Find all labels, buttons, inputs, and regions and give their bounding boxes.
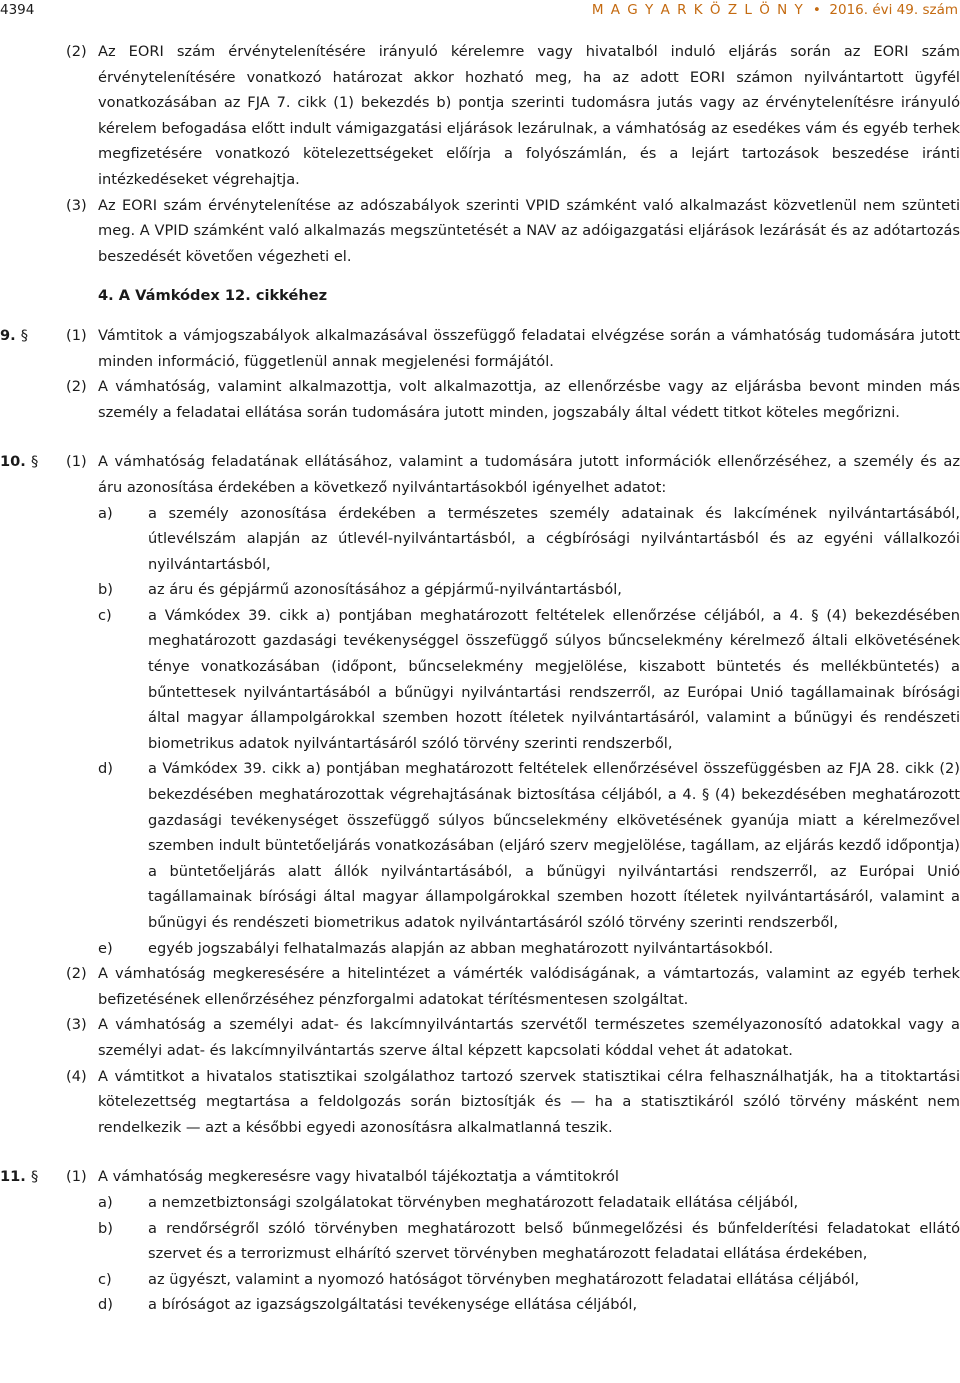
list-letter: d) (98, 1296, 113, 1314)
paragraph (0, 1064, 960, 1141)
paragraph-text: A vámhatóság megkeresésre vagy hivatalból tájékoztatja a vámtitokról (98, 1168, 619, 1186)
section-number: 11. § (0, 1168, 39, 1186)
paragraph-text: A vámhatóság, valamint alkalmazottja, volt alkalmazottja, az ellenőrzésbe vagy az eljárásba bevont minden más személy a feladatai ellátása során tudomására jutott minden, jogszabály által védett titkot köteles megőrizni. (98, 378, 960, 421)
page-header (0, 0, 960, 22)
paragraph (0, 1012, 960, 1063)
paragraph-number: (4) (66, 1067, 87, 1085)
list-item (0, 603, 960, 757)
paragraph-text: A vámhatóság a személyi adat- és lakcímnyilvántartás szervétől természetes személyazonosító adatokkal vagy a személyi adat- és lakcímnyilvántartás szerve által képzett kapcsolati kóddal vehet át adatokat. (98, 1016, 960, 1059)
paragraph (0, 193, 960, 270)
section-number: 9. § (0, 326, 29, 344)
list-letter: b) (98, 581, 113, 599)
journal-title: M A G Y A R K Ö Z L Ö N Y (591, 2, 805, 18)
paragraph-number: (2) (66, 965, 87, 983)
paragraph-number: (2) (66, 378, 87, 396)
paragraph-number: (3) (66, 1016, 87, 1034)
list-letter: a) (98, 1193, 113, 1211)
list-text: az ügyészt, valamint a nyomozó hatóságot törvényben meghatározott feladatai ellátása céljából, (148, 1270, 860, 1288)
list-item (0, 577, 960, 603)
paragraph-text: A vámtitkot a hivatalos statisztikai szolgálathoz tartozó szervek statisztikai célra felhasználhatják, ha a titoktartási kötelezettség megtartása a feldolgozás során biztosítják és — ha a statisztikáról szóló törvény másként nem rendelkezik — azt a későbbi egyedi azonosításra alkalmatlanná teszik. (98, 1067, 960, 1136)
journal-info (592, 0, 958, 20)
paragraph-number: (1) (66, 453, 87, 471)
list-letter: b) (98, 1219, 113, 1237)
list-item (0, 1216, 960, 1267)
issue-label: 2016. évi 49. szám (829, 2, 958, 18)
list-item (0, 756, 960, 935)
document-body (0, 39, 960, 1318)
separator-dot: • (812, 2, 821, 18)
paragraph-number: (1) (66, 326, 87, 344)
list-text: egyéb jogszabályi felhatalmazás alapján az abban meghatározott nyilvántartásokból. (148, 939, 774, 957)
paragraph-number: (3) (66, 196, 87, 214)
section-heading: 4. A Vámkódex 12. cikkéhez (98, 287, 328, 305)
list-letter: d) (98, 760, 113, 778)
list-item (0, 1190, 960, 1216)
paragraph (66, 449, 960, 500)
page-number: 4394 (0, 2, 35, 18)
paragraph-text: Az EORI szám érvénytelenítésére irányuló kérelemre vagy hivatalból induló eljárás során az EORI szám érvénytelenítésére vonatkozó határozat akkor hozható meg, ha az adott EORI számon nyilvántartott ügyfél vonatkozásában az FJA 7. cikk (1) bekezdés b) pontja szerinti tudomásra jutás vagy az érvénytelenítésre irányuló kérelem befogadása előtt indult vámigazgatási eljárások lezárulnak, a vámhatóság az esedékes vám és egyéb terhek megfizetésére vonatkozó kötelezettségeket előírja a folyószámlán, és a lejárt tartozások beszedése iránti intézkedéseket végrehajtja. (98, 43, 960, 188)
section-number: 10. § (0, 453, 39, 471)
section-9 (0, 323, 960, 425)
paragraph-text: A vámhatóság feladatának ellátásához, valamint a tudomására jutott információk ellenőrzéséhez, a személy és az áru azonosítása érdekében a következő nyilvántartásokból igényelhet adatot: (98, 453, 960, 496)
list-text: a bíróságot az igazságszolgáltatási tevékenysége ellátása céljából, (148, 1296, 638, 1314)
list-text: a rendőrségről szóló törvényben meghatározott belső bűnmegelőzési és bűnfelderítési feladatokat ellátó szervet és a terrorizmust elhárító szervet törvényben meghatározott feladatai ellátása érdekében, (148, 1219, 960, 1263)
list-text: a személy azonosítása érdekében a természetes személy adatainak és lakcímének nyilvántartásából, útlevélszám alapján az útlevél-nyilvántartásból, a cégbírósági nyilvántartásból és az egyéni vállalkozói nyilvántartásból, (148, 504, 960, 573)
paragraph (66, 374, 960, 425)
list-text: az áru és gépjármű azonosításához a gépjármű-nyilvántartásból, (148, 581, 622, 599)
list-item (0, 1267, 960, 1293)
list-letter: c) (98, 1270, 112, 1288)
section-10 (0, 449, 960, 500)
list-item (0, 501, 960, 578)
paragraph (66, 323, 960, 374)
paragraph (66, 1164, 960, 1190)
list-text: a Vámkódex 39. cikk a) pontjában meghatározott feltételek ellenőrzése céljából, a 4. § (4) bekezdésében meghatározott gazdasági tevékenységgel összefüggő súlyos bűncselekmény kérelmező általi elkövetésének ténye vonatkozásában (időpont, bűncselekmény megjelölése, kiszabott büntetés és mellékbüntetés) a bűntettesek nyilvántartásából a bűnügyi nyilvántartási rendszerről, az Európai Unió tagállamainak bírósági által magyar állampolgárokkal szemben hozott ítéletek nyilvántartásáról, valamint a bűnügyi és rendészeti biometrikus adatok nyilvántartásáról szóló törvény szerinti rendszerből, (148, 606, 960, 752)
list-text: a Vámkódex 39. cikk a) pontjában meghatározott feltételek ellenőrzésével összefüggésben az FJA 28. cikk (2) bekezdésében meghatározottak végrehajtásának biztosítása céljából, a 4. § (4) bekezdésében meghatározott gazdasági tevékenységet összefüggő súlyos bűncselekmény elkövetésének gyanúja miatt a kérelmezővel szemben indult büntetőeljárás vonatkozásában (eljáró szerv megjelölése, tagállam, az eljárás kezdő időpontja) a büntetőeljárás alatt állók nyilvántartásából, a bűnügyi nyilvántartási rendszerről, az Európai Unió tagállamainak bírósági által magyar állampolgárokkal szemben hozott ítéletek nyilvántartásáról, valamint a bűnügyi és rendészeti biometrikus adatok nyilvántartásáról szóló törvény szerinti rendszerből, (148, 760, 960, 931)
list-letter: a) (98, 504, 113, 522)
paragraph (0, 961, 960, 1012)
paragraph-text: Az EORI szám érvénytelenítése az adószabályok szerinti VPID számként való alkalmazást közvetlenül nem szünteti meg. A VPID számként való alkalmazás megszüntetését a NAV az adóigazgatási eljárások lezárását és az adótartozás beszedését követően végezheti el. (98, 196, 960, 265)
section-11 (0, 1164, 960, 1190)
paragraph (0, 39, 960, 193)
list-text: a nemzetbiztonsági szolgálatokat törvényben meghatározott feladataik ellátása céljából, (148, 1193, 799, 1211)
paragraph-text: Vámtitok a vámjogszabályok alkalmazásával összefüggő feladatai elvégzése során a vámhatóság tudomására jutott minden információ, függetlenül annak megjelenési formájától. (98, 326, 960, 370)
paragraph-number: (2) (66, 43, 87, 60)
paragraph-text: A vámhatóság megkeresésére a hitelintézet a vámérték valódiságának, a vámtartozás, valamint az egyéb terhek befizetésének ellenőrzéséhez pénzforgalmi adatokat térítésmentesen szolgáltat. (98, 965, 960, 1008)
list-letter: c) (98, 606, 112, 624)
list-letter: e) (98, 939, 113, 957)
list-item (0, 936, 960, 962)
list-item (0, 1292, 960, 1318)
paragraph-number: (1) (66, 1168, 87, 1186)
